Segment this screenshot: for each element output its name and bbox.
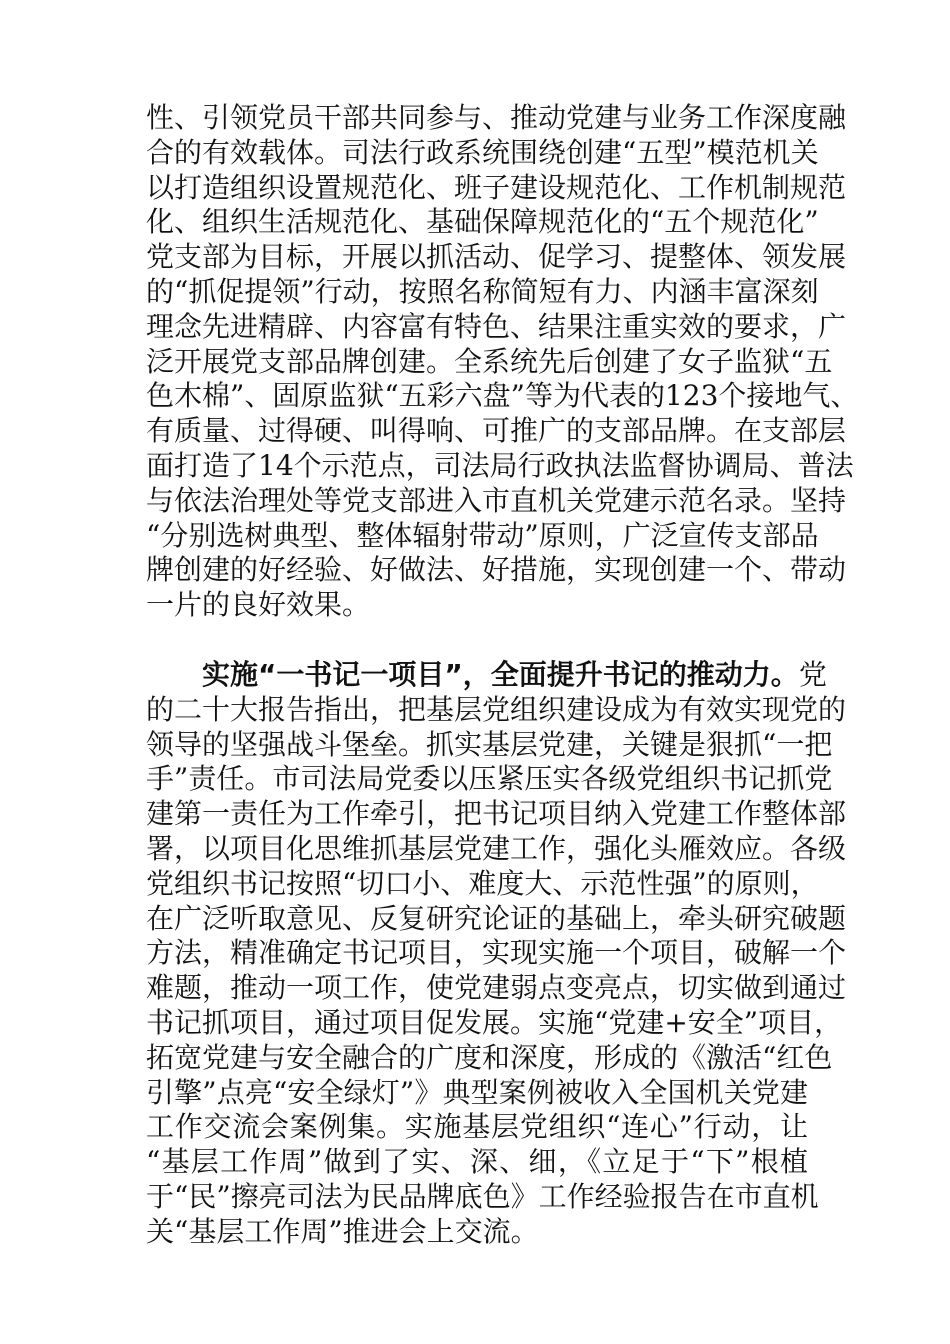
text-line: 在广泛听取意见、反复研究论证的基础上，牵头研究破题	[146, 901, 847, 935]
text-line: 拓宽党建与安全融合的广度和深度，形成的《激活“红色	[146, 1040, 833, 1074]
text-line: 署，以项目化思维抓基层党建工作，强化头雁效应。各级	[146, 831, 847, 865]
text-line: 牌创建的好经验、好做法、好措施，实现创建一个、带动	[146, 553, 847, 587]
text-line: 以打造组织设置规范化、班子建设规范化、工作机制规范	[146, 170, 847, 204]
text-line: 关“基层工作周”推进会上交流。	[146, 1214, 539, 1248]
text-line: 引擎”点亮“安全绿灯”》典型案例被收入全国机关党建	[146, 1075, 808, 1109]
text-line: 一片的良好效果。	[146, 588, 371, 622]
text-line: 的“抓促提领”行动，按照名称简短有力、内涵丰富深刻	[146, 274, 819, 308]
text-line: 化、组织生活规范化、基础保障规范化的“五个规范化”	[146, 205, 819, 239]
text-line: 于“民”擦亮司法为民品牌底色》工作经验报告在市直机	[146, 1179, 819, 1213]
text-line: 性、引领党员干部共同参与、推动党建与业务工作深度融	[146, 101, 847, 134]
text-line: 色木棉”、固原监狱“五彩六盘”等为代表的123个接地气、	[146, 379, 859, 413]
text-line: 合的有效载体。司法行政系统围绕创建“五型”模范机关	[146, 135, 819, 169]
paragraph-brand-building	[146, 101, 859, 623]
text-line: 难题，推动一项工作，使党建弱点变亮点，切实做到通过	[146, 971, 847, 1005]
text-line: “分别选树典型、整体辐射带动”原则，广泛宣传支部品	[146, 518, 819, 552]
text-line: “基层工作周”做到了实、深、细，《立足于“下”根植	[146, 1145, 808, 1179]
paragraph-first-line	[146, 658, 827, 693]
text-line: 书记抓项目，通过项目促发展。实施“党建+安全”项目，	[146, 1005, 843, 1039]
text-line: 建第一责任为工作牵引，把书记项目纳入党建工作整体部	[146, 797, 847, 831]
heading-trailing-text: 党	[798, 658, 827, 691]
text-line: 党支部为目标，开展以抓活动、促学习、提整体、领发展	[146, 240, 847, 274]
text-line: 工作交流会案例集。实施基层党组织“连心”行动，让	[146, 1110, 808, 1144]
text-line: 方法，精准确定书记项目，实现实施一个项目，破解一个	[146, 936, 847, 970]
text-line: 与依法治理处等党支部进入市直机关党建示范名录。坚持	[146, 483, 847, 517]
text-line: 手”责任。市司法局党委以压紧压实各级党组织书记抓党	[146, 762, 833, 796]
text-line: 有质量、过得硬、叫得响、可推广的支部品牌。在支部层	[146, 414, 847, 448]
paragraph-heading: 实施“一书记一项目”，全面提升书记的推动力。	[202, 658, 799, 691]
paragraph-secretary-project	[146, 658, 847, 1250]
text-line: 面打造了14个示范点，司法局行政执法监督协调局、普法	[146, 448, 854, 482]
text-line: 理念先进精辟、内容富有特色、结果注重实效的要求，广	[146, 309, 847, 343]
text-line: 党组织书记按照“切口小、难度大、示范性强”的原则，	[146, 866, 819, 900]
text-line: 的二十大报告指出，把基层党组织建设成为有效实现党的	[146, 692, 847, 726]
text-line: 领导的坚强战斗堡垒。抓实基层党建，关键是狠抓“一把	[146, 727, 833, 761]
text-line: 泛开展党支部品牌创建。全系统先后创建了女子监狱“五	[146, 344, 833, 378]
